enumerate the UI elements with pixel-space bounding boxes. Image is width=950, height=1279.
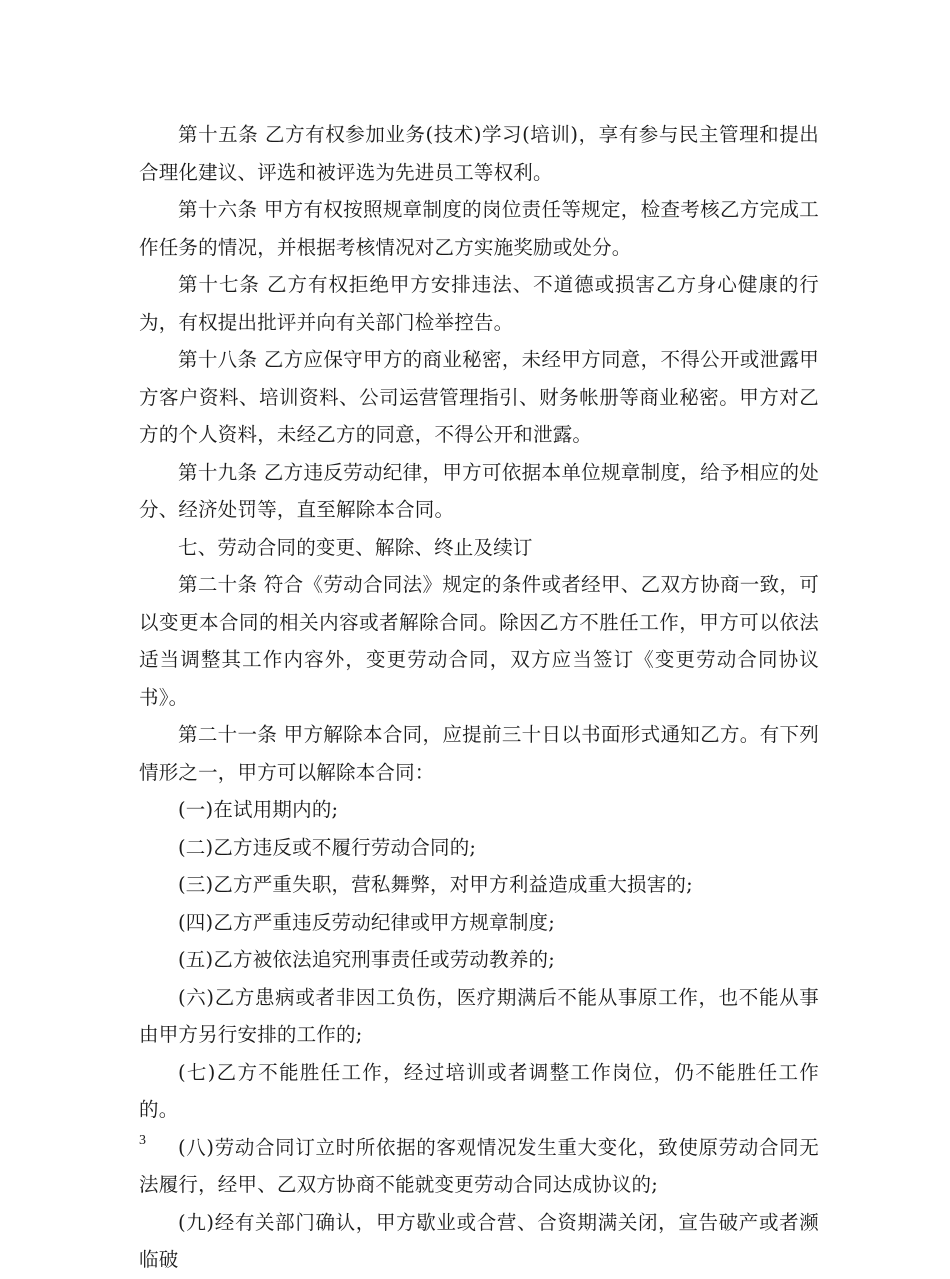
section-heading-7: 七、劳动合同的变更、解除、终止及续订 <box>178 535 533 559</box>
list-item-5: (五)乙方被依法追究刑事责任或劳动教养的; <box>178 948 555 971</box>
list-item-1: (一)在试用期内的; <box>178 798 339 821</box>
article-17: 第十七条 乙方有权拒绝甲方安排违法、不道德或损害乙方身心健康的行为，有权提出批评并向有关部门检举控告。 <box>139 273 819 334</box>
list-item-7: (七)乙方不能胜任工作，经过培训或者调整工作岗位，仍不能胜任工作的。 <box>139 1060 819 1121</box>
page-number: 3 <box>139 1133 146 1148</box>
document-body <box>139 116 819 1279</box>
list-item-4: (四)乙方严重违反劳动纪律或甲方规章制度; <box>178 910 555 934</box>
article-18: 第十八条 乙方应保守甲方的商业秘密，未经甲方同意，不得公开或泄露甲方客户资料、培训资料、公司运营管理指引、财务帐册等商业秘密。甲方对乙方的个人资料，未经乙方的同意，不得公开和泄露。 <box>139 348 819 446</box>
article-16: 第十六条 甲方有权按照规章制度的岗位责任等规定，检查考核乙方完成工作任务的情况，并根据考核情况对乙方实施奖励或处分。 <box>139 198 819 259</box>
list-item-9: (九)经有关部门确认，甲方歇业或合营、合资期满关闭，宣告破产或者濒临破 <box>139 1210 819 1271</box>
list-item-8: (八)劳动合同订立时所依据的客观情况发生重大变化，致使原劳动合同无法履行，经甲、乙双方协商不能就变更劳动合同达成协议的; <box>139 1135 819 1196</box>
article-19: 第十九条 乙方违反劳动纪律，甲方可依据本单位规章制度，给予相应的处分、经济处罚等，直至解除本合同。 <box>139 460 819 521</box>
list-item-2: (二)乙方违反或不履行劳动合同的; <box>178 835 477 859</box>
article-20: 第二十条 符合《劳动合同法》规定的条件或者经甲、乙双方协商一致，可以变更本合同的相关内容或者解除合同。除因乙方不胜任工作，甲方可以依法适当调整其工作内容外，变更劳动合同，双方应当签订《变更劳动合同协议书》。 <box>139 573 819 709</box>
list-item-6: (六)乙方患病或者非因工负伤，医疗期满后不能从事原工作，也不能从事由甲方另行安排的工作的; <box>139 985 819 1046</box>
list-item-3: (三)乙方严重失职，营私舞弊，对甲方利益造成重大损害的; <box>178 873 693 896</box>
article-15: 第十五条 乙方有权参加业务(技术)学习(培训)，享有参与民主管理和提出合理化建议、评选和被评选为先进员工等权利。 <box>139 123 819 184</box>
article-21: 第二十一条 甲方解除本合同，应提前三十日以书面形式通知乙方。有下列情形之一，甲方可以解除本合同： <box>139 723 819 784</box>
